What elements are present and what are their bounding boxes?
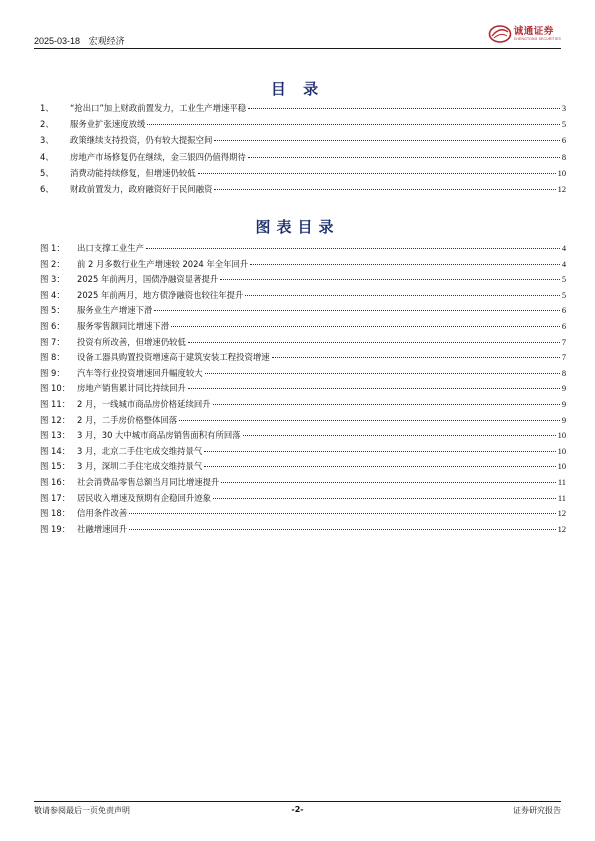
contents-entry[interactable] <box>40 149 566 165</box>
figure-text: 投资有所改善，但增速仍较低 <box>77 336 186 347</box>
figure-text: 社会消费品零售总额当月同比增速提升 <box>77 476 220 487</box>
page-number: -2- <box>291 805 304 814</box>
footer-rule <box>34 801 561 802</box>
figure-text: 3 月，30 大中城市商品房销售面积有所回落 <box>77 430 241 441</box>
dot-leader <box>248 157 560 158</box>
dot-leader <box>198 173 556 174</box>
figure-page: 11 <box>557 493 566 503</box>
header-meta <box>34 34 125 47</box>
figure-entry[interactable] <box>40 444 566 460</box>
entry-number: 6、 <box>40 183 54 194</box>
dot-leader <box>188 388 560 389</box>
figure-number: 图 9： <box>40 367 65 378</box>
logo-icon <box>488 24 512 44</box>
contents-list <box>40 100 566 197</box>
figure-page: 7 <box>561 353 566 363</box>
figure-entry[interactable] <box>40 288 566 304</box>
figure-text: 设备工器具购置投资增速高于建筑安装工程投资增速 <box>77 352 270 363</box>
figure-entry[interactable] <box>40 475 566 491</box>
entry-text: 财政前置发力，政府融资好于民间融资 <box>70 183 213 194</box>
contents-entry[interactable] <box>40 100 566 116</box>
figure-text: 3 月，北京二手住宅成交维持景气 <box>77 445 203 456</box>
entry-number: 5、 <box>40 167 54 178</box>
figure-page: 9 <box>561 415 566 425</box>
figure-page: 4 <box>561 259 566 269</box>
figure-number: 图 5： <box>40 305 65 316</box>
figures-title: 图表目录 <box>255 218 340 236</box>
figure-page: 8 <box>561 368 566 378</box>
figure-entry[interactable] <box>40 491 566 507</box>
figure-entry[interactable] <box>40 459 566 475</box>
figure-text: 服务零售额同比增速下滑 <box>77 320 170 331</box>
dot-leader <box>146 248 560 249</box>
figure-text: 2 月，一线城市商品房价格延续回升 <box>77 398 211 409</box>
entry-page: 3 <box>561 104 566 113</box>
figure-number: 图 2： <box>40 258 65 269</box>
report-type: 证券研究报告 <box>513 806 561 815</box>
figure-page: 5 <box>561 275 566 285</box>
entry-page: 5 <box>561 120 566 130</box>
entry-page: 12 <box>557 184 566 194</box>
figure-entry[interactable] <box>40 319 566 335</box>
figure-entry[interactable] <box>40 257 566 273</box>
figure-page: 9 <box>561 399 566 409</box>
figure-number: 图 18： <box>40 508 71 519</box>
entry-number: 3、 <box>40 135 54 146</box>
figure-entry[interactable] <box>40 241 566 257</box>
dot-leader <box>179 420 560 421</box>
entry-number: 2、 <box>40 119 54 130</box>
figure-page: 6 <box>561 321 566 331</box>
figure-page: 10 <box>557 431 566 441</box>
entry-page: 6 <box>561 136 566 146</box>
figures-list <box>40 241 566 537</box>
figure-number: 图 10： <box>40 383 71 394</box>
report-category: 宏观经济 <box>88 36 125 46</box>
figure-text: 汽车等行业投资增速回升幅度较大 <box>77 367 203 378</box>
figure-text: 信用条件改善 <box>77 508 128 519</box>
dot-leader <box>248 108 560 109</box>
figure-entry[interactable] <box>40 428 566 444</box>
report-date: 2025-03-18 <box>34 36 81 46</box>
figure-entry[interactable] <box>40 272 566 288</box>
dot-leader <box>243 435 556 436</box>
entry-number: 4、 <box>40 151 54 162</box>
entry-text: “抢出口”加上财政前置发力，工业生产增速平稳 <box>70 103 247 113</box>
figure-page: 10 <box>557 446 566 456</box>
figure-number: 图 6： <box>40 320 65 331</box>
figure-number: 图 17： <box>40 492 71 503</box>
figure-text: 前 2 月多数行业生产增速较 2024 年全年回升 <box>77 258 249 269</box>
figure-number: 图 7： <box>40 336 65 347</box>
header-rule <box>34 48 561 49</box>
dot-leader <box>129 513 555 514</box>
logo-text-cn: 诚通证券 <box>513 25 554 37</box>
dot-leader <box>221 482 556 483</box>
dot-leader <box>205 373 560 374</box>
figure-text: 3 月，深圳二手住宅成交维持景气 <box>77 461 203 472</box>
figure-entry[interactable] <box>40 397 566 413</box>
figure-entry[interactable] <box>40 350 566 366</box>
figure-page: 12 <box>557 524 566 534</box>
contents-entry[interactable] <box>40 181 566 197</box>
contents-entry[interactable] <box>40 116 566 132</box>
figure-text: 服务业生产增速下滑 <box>77 305 153 316</box>
figure-page: 12 <box>557 509 566 519</box>
figure-entry[interactable] <box>40 522 566 538</box>
figure-number: 图 11： <box>40 398 71 409</box>
figure-entry[interactable] <box>40 381 566 397</box>
entry-text: 政策继续支持投资，仍有较大提振空间 <box>70 135 213 146</box>
entry-text: 消费动能持续修复，但增速仍较低 <box>70 167 196 178</box>
dot-leader <box>188 342 560 343</box>
figure-number: 图 19： <box>40 523 71 534</box>
dot-leader <box>214 140 559 141</box>
company-logo <box>488 22 561 46</box>
figure-text: 2025 年前两月，地方债净融资也较往年提升 <box>77 289 244 300</box>
figure-text: 出口支撑工业生产 <box>77 243 144 253</box>
dot-leader <box>214 189 555 190</box>
dot-leader <box>213 498 556 499</box>
figure-number: 图 4： <box>40 289 65 300</box>
dot-leader <box>154 310 559 311</box>
contents-title: 目 录 <box>270 80 325 98</box>
dot-leader <box>245 295 559 296</box>
figure-number: 图 8： <box>40 352 65 363</box>
figure-entry[interactable] <box>40 413 566 429</box>
page-header <box>34 22 561 48</box>
logo-text-en: CHENGTONG SECURITIES <box>513 37 561 42</box>
contents-entry[interactable] <box>40 132 566 148</box>
dot-leader <box>204 466 555 467</box>
figure-entry[interactable] <box>40 366 566 382</box>
dot-leader <box>250 264 560 265</box>
entry-page: 8 <box>561 152 566 162</box>
figure-page: 9 <box>561 384 566 394</box>
figure-number: 图 1： <box>40 243 65 253</box>
figure-entry[interactable] <box>40 335 566 351</box>
figure-page: 6 <box>561 306 566 316</box>
figure-text: 居民收入增速及预期有企稳回升迹象 <box>77 492 211 503</box>
figure-number: 图 15： <box>40 461 71 472</box>
entry-text: 服务业扩张速度放缓 <box>70 119 146 130</box>
figure-page: 11 <box>557 477 566 487</box>
figure-page: 4 <box>561 244 566 253</box>
dot-leader <box>147 124 559 125</box>
figure-text: 房地产销售累计同比持续回升 <box>77 383 186 394</box>
disclaimer-note: 敬请参阅最后一页免责声明 <box>34 806 130 815</box>
figure-text: 2025 年前两月，国债净融资显著提升 <box>77 274 219 285</box>
figure-entry[interactable] <box>40 506 566 522</box>
figure-text: 社融增速回升 <box>77 523 128 534</box>
figure-number: 图 16： <box>40 476 71 487</box>
contents-entry[interactable] <box>40 165 566 181</box>
entry-number: 1、 <box>40 103 54 113</box>
dot-leader <box>204 451 555 452</box>
dot-leader <box>220 279 560 280</box>
dot-leader <box>129 529 555 530</box>
figure-number: 图 14： <box>40 445 71 456</box>
figure-text: 2 月，二手房价格整体回落 <box>77 414 178 425</box>
figure-page: 7 <box>561 337 566 347</box>
figure-number: 图 3： <box>40 274 65 285</box>
entry-page: 10 <box>557 168 566 178</box>
dot-leader <box>171 326 560 327</box>
figure-page: 5 <box>561 290 566 300</box>
figure-entry[interactable] <box>40 303 566 319</box>
figure-number: 图 13： <box>40 430 71 441</box>
entry-text: 房地产市场修复仍在继续，金三银四仍值得期待 <box>70 151 246 162</box>
figure-number: 图 12： <box>40 414 71 425</box>
figure-page: 10 <box>557 462 566 472</box>
dot-leader <box>213 404 560 405</box>
dot-leader <box>272 357 560 358</box>
